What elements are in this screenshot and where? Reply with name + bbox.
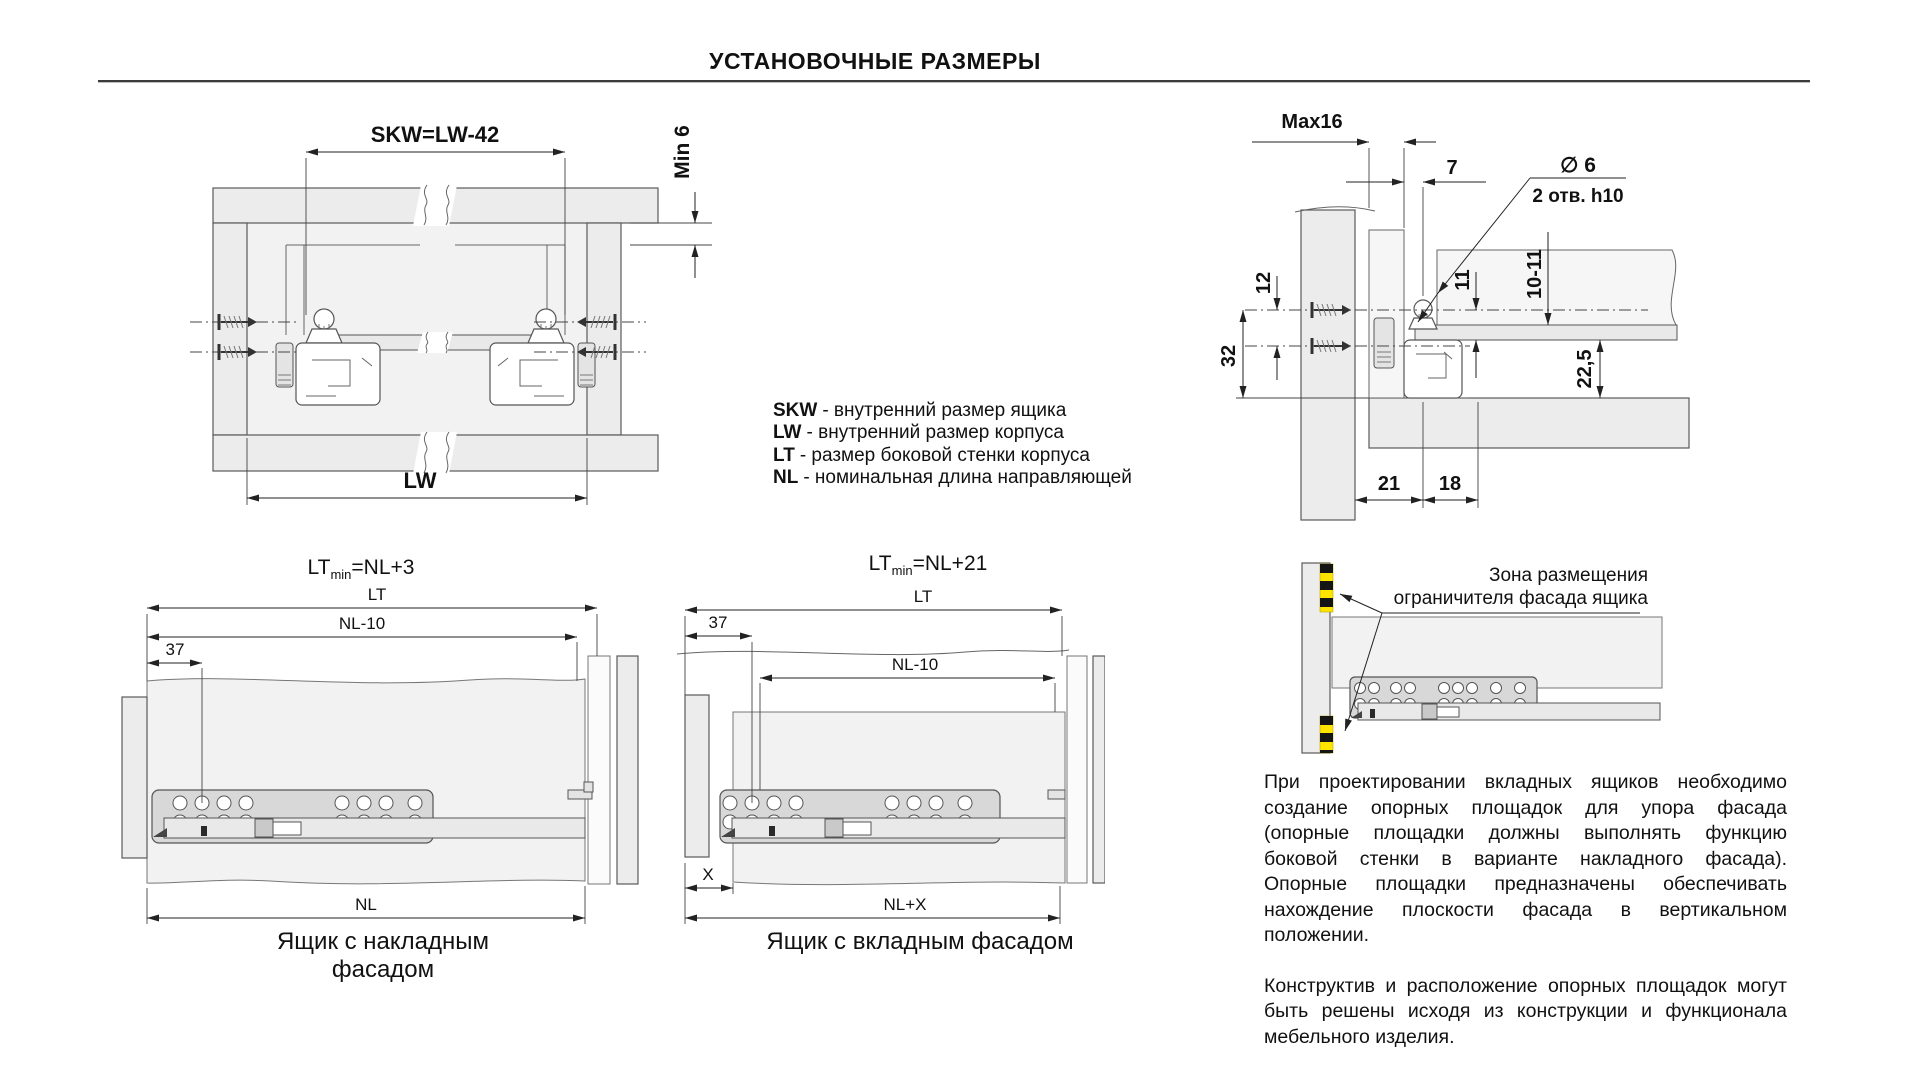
legend-term: LW bbox=[773, 422, 802, 444]
rail-inner-bar bbox=[164, 818, 585, 838]
dim-11-label: 11 bbox=[1452, 269, 1474, 291]
dim-min6-label: Min 6 bbox=[671, 125, 694, 179]
formula-rest: =NL+21 bbox=[912, 552, 988, 575]
bottom-shelf bbox=[1369, 398, 1689, 448]
dim-18-label: 18 bbox=[1438, 473, 1462, 495]
legend-item-nl bbox=[773, 467, 1243, 489]
legend-item-skw bbox=[773, 400, 1243, 422]
overlay-front-panel bbox=[122, 697, 147, 858]
notes-paragraph-1: При проектировании вкладных ящиков необходимо создание опорных площадок для упора фасада (опорные площадки должны выполнять функцию боковой стенки в варианте накладного фасада). Опорные площадки предназначены обеспечивать нахождение плоскости фасада в вертикальном положении. bbox=[1264, 771, 1787, 946]
legend-desc: - номинальная длина направляющей bbox=[803, 467, 1132, 489]
rail-inner-bar bbox=[732, 818, 1065, 838]
formula-sub: min bbox=[330, 567, 352, 583]
dim-lw-label: LW bbox=[403, 468, 437, 493]
dim-37-label: 37 bbox=[165, 640, 185, 659]
zone-label-line2: ограничителя фасада ящика bbox=[1393, 588, 1648, 609]
legend-term: SKW bbox=[773, 400, 818, 421]
dim-22-5 bbox=[1574, 340, 1600, 398]
drawer-front-panel bbox=[1369, 230, 1404, 398]
dim-37-label: 37 bbox=[708, 613, 728, 632]
cross-section-diagram bbox=[90, 90, 730, 530]
legend-desc: - внутренний размер корпуса bbox=[806, 422, 1064, 444]
dim-21-label: 21 bbox=[1377, 473, 1401, 495]
legend-desc: - размер боковой стенки корпуса bbox=[799, 444, 1090, 466]
dim-nlx bbox=[685, 886, 1060, 924]
formula-base: LT bbox=[307, 556, 331, 579]
dim-dia6-label: ∅ 6 bbox=[1560, 154, 1596, 177]
dim-nl10-label: NL-10 bbox=[891, 655, 939, 674]
legend-item-lt bbox=[773, 445, 1243, 467]
title-rule bbox=[98, 80, 1810, 83]
legend-term: NL bbox=[773, 467, 799, 489]
formula-sub: min bbox=[891, 563, 913, 579]
notes-block bbox=[1264, 770, 1787, 1050]
legend-desc: - внутренний размер ящика bbox=[822, 400, 1067, 421]
zone-diagram bbox=[1050, 545, 1710, 770]
legend bbox=[773, 400, 1243, 490]
dim-nl10 bbox=[147, 614, 577, 681]
dim-nl bbox=[147, 886, 585, 924]
dim-10-11-label: 10-11 bbox=[1524, 248, 1546, 300]
dim-12-label: 12 bbox=[1253, 271, 1275, 295]
dim-lt bbox=[147, 585, 597, 681]
rail-strip bbox=[1415, 325, 1677, 340]
rail-inner-bar bbox=[1358, 703, 1660, 720]
cabinet-side-panel bbox=[147, 679, 585, 884]
cabinet-body bbox=[213, 185, 658, 474]
formula-base: LT bbox=[868, 552, 892, 575]
dim-skw-label: SKW=LW-42 bbox=[370, 122, 500, 147]
dim-max16-label: Max16 bbox=[1281, 111, 1343, 133]
dim-x-label: X bbox=[702, 865, 714, 884]
dim-nl10-label: NL-10 bbox=[338, 614, 386, 633]
dim-32-label: 32 bbox=[1218, 344, 1240, 368]
dim-7-label: 7 bbox=[1446, 157, 1458, 179]
zone-label-line1: Зона размещения bbox=[1488, 565, 1648, 586]
dim-nl-label: NL bbox=[355, 895, 377, 914]
dim-lt-label: LT bbox=[913, 587, 933, 606]
cabinet-side-wall bbox=[1301, 210, 1355, 520]
dim-22-5-label: 22,5 bbox=[1574, 349, 1596, 389]
inset-front-panel bbox=[685, 695, 709, 857]
notes-paragraph-2: Конструктив и расположение опорных площадок могут быть решены исходя из конструкции и функционала мебельного изделия. bbox=[1264, 974, 1787, 1048]
legend-item-lw bbox=[773, 422, 1243, 444]
page-title: УСТАНОВОЧНЫЕ РАЗМЕРЫ bbox=[709, 48, 1041, 74]
caption-overlay-drawer: Ящик с накладным фасадом bbox=[276, 928, 490, 983]
holes-note-label: 2 отв. h10 bbox=[1532, 186, 1624, 207]
legend-term: LT bbox=[773, 444, 795, 466]
dim-12 bbox=[1253, 272, 1277, 380]
formula-rest: =NL+3 bbox=[351, 556, 415, 579]
caption-inset-drawer: Ящик с вкладным фасадом bbox=[766, 928, 1074, 955]
dim-nlx-label: NL+X bbox=[883, 895, 927, 914]
dim-lt bbox=[685, 587, 1062, 695]
dim-lt-label: LT bbox=[367, 585, 387, 604]
dim-x bbox=[685, 863, 733, 894]
